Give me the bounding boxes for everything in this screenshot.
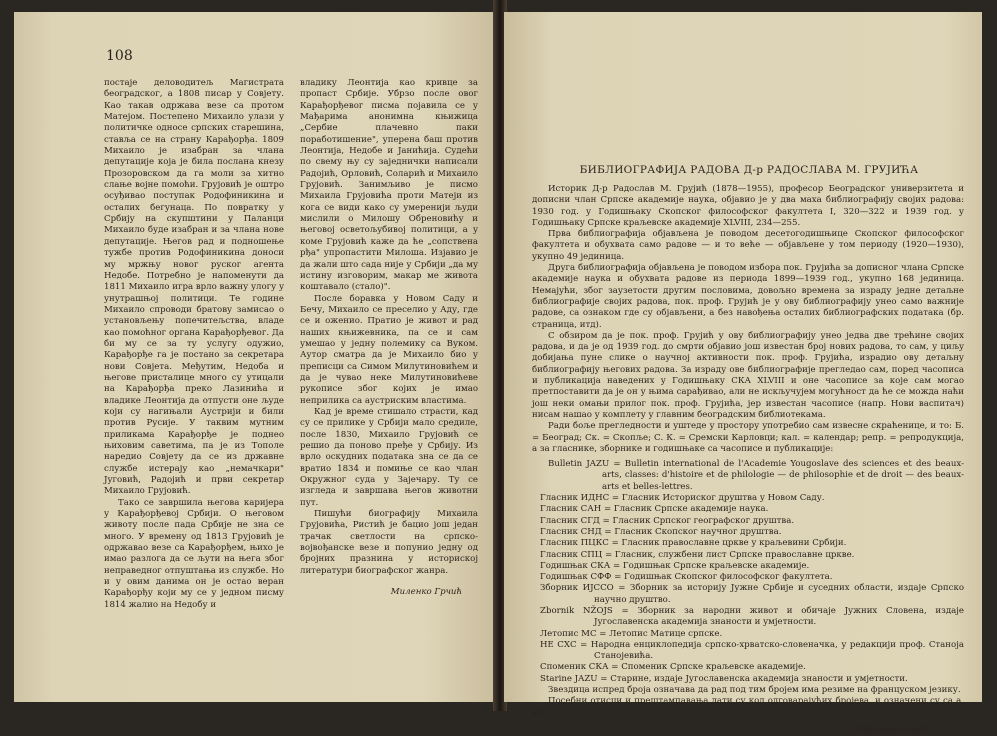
list-item: Гласник ИДНС = Гласник Историског друштва у Новом Саду.	[540, 493, 825, 504]
list-item: Starine JAZU = Старине, издаје Југославенска академија знаности и умјетности.	[540, 673, 908, 684]
paragraph: Звездица испред броја означава да рад под тим бројем има резиме на француском језику.	[548, 685, 961, 696]
paragraph: Историк Д-р Радослав М. Грујић (1878—1955), професор Београдског универзитета и дописни члан Српске академије наука, објавио је у два маха библиографију својих радова: 1930 год. у Годишњаку Скопског философског факултета I, 320—322 и 1939 год. у Годишњаку Српске краљевске академије XLVIII, 234—255.	[532, 184, 964, 228]
paragraph: Кад је време стишало страсти, кад су се прилике у Србији мало средиле, после 1830, Михаило Грујовић се решио да поново пређе у Србију. Из врло оскудних података зна се да се вратио 1834 и помиње се као члан Окружног суда у Зајечару. Ту се изгледа и завршава његов животни пут.	[300, 406, 478, 508]
article-title: БИБЛИОГРАФИЈА РАДОВА Д-р РАДОСЛАВА М. ГРУЈИЋА	[579, 164, 919, 176]
list-item: Годишњак СФФ = Годишњак Скопског философског факултета.	[540, 572, 833, 583]
paragraph: Прва библиографија објављена је поводом десетогодишњице Скопског философског факултета и обухвата само радове — и то веће — објављене у том периоду (1920—1930), укупно 49 јединица.	[532, 229, 964, 262]
article-body	[532, 184, 964, 736]
list-item: Летопис МС = Летопис Матице српске.	[540, 628, 723, 639]
author-signature: Миленко Грчић	[390, 587, 462, 598]
paragraph: После боравка у Новом Саду и Бечу, Михаило се преселио у Аду, где се и оженио. Пратио је живот и рад наших књижевника, па се и сам умешао у једну полемику са Вуком. Аутор сматра да је Михаило био у преписци са Симом Милутиновићем и да је чувао неке Милутиновићеве рукописе због којих је имао неприлика са аустриским властима.	[300, 293, 478, 406]
paragraph: Друга библиографија објављена је поводом избора пок. Грујића за дописног члана Српске академије наука и обухвата радове из периода 1899—1939 год., укупно 168 јединица. Немајући, због заузетости другим пословима, довољно времена за израду једне детаљне библиографије својих радова, пок. проф. Грујић је у ову библиографију унео само важније радове, са ознаком где су објављени, а без навођења осталих библиографских података (бр. страница, итд).	[532, 263, 964, 330]
author-signature: Љубомир Никић	[853, 724, 928, 735]
abbreviation-list	[532, 459, 964, 685]
list-item: Зборник ИЈССО = Зборник за историју Јужне Србије и суседних области, издаје Српско научно друштво.	[540, 583, 964, 605]
list-item: Zbornik NŽOJS = Зборник за народни живот и обичаје Јужних Словена, издаје Југославенска академија знаности и умјетности.	[540, 605, 964, 628]
left-column-2	[300, 78, 478, 598]
paragraph: Пишући биографију Михаила Грујовића, Ристић је бацио још један трачак светлости на српско-војвођанске везе и попунио једну од бројних празнина у историској литератури биографског жанра.	[300, 509, 478, 576]
left-page	[14, 12, 496, 702]
paragraph: Посебни отисци и прештампавања дати су код одговарајућих бројева, и означени су са а. и б.	[532, 696, 964, 718]
list-item: Гласник САН = Гласник Српске академије наука.	[540, 504, 769, 515]
paragraph: постаје деловодитељ Магистрата београдског, а 1808 писар у Совјету. Као такав одржава везе са протом Матејом. Постепено Михаило улази у политичке односе српских старешина, ставља се на страну Карађорђа. 1809 Михаило је изабран за члана депутације која је била послана кнезу Прозоровском да га моли за хитно слање војне помоћи. Грујовић је оштро осуђивао поступак Родофиникина и осталих бегунаца. По повратку у Србију на скупштини у Паланци Михаило буде изабран и за члана нове депутације. Његов рад и подношење тужбе против Родофиникина доноси му мржњу новог руског агента Недобе. Потребно је напоменути да 1811 Михаило игра врло важну улогу у унутрашњој политици. Те године Михаило спроводи братову замисао о установљењу попечитељства, владе као помоћног органа Карађорђевог. Да би му се за ту услугу одужио, Карађорђе га је постано за секретара нови Совјета. Међутим, Недоба и његове присталице много су утицали на Карађорђа преко Лазинића и владике Леонтија да отпусти оне људе који су нагињали Аустрији и били против Русије. У таквим мутним приликама Карађорђе је поднео њиховим саветима, па је из Тополе наредио Совјету да се из државне службе истерају као „немачкари" Југовић, Радојић и први секретар Михаило Грујовић.	[104, 78, 284, 497]
paragraph: Ради боље прегледности и уштеде у простору употребио сам извесне скраћенице, и то: Б. = Београд; Ск. = Скопље; С. К. = Сремски Карловци; кал. = календар; репр. = репродукција, а за гласнике, зборнике и годишњаке са часописе и публикације:	[532, 421, 964, 454]
paragraph: С обзиром да је пок. проф. Грујић у ову библиографију унео једва две трећине својих радова, и да је од 1939 год. до смрти објавио још известан број нових радова, то сам, у циљу добијања пуне слике о научној активности пок. проф. Грујића, израдио ову детаљну библиографију његових радова. За израду ове библиографије прегледао сам, поред часописа и публикација наведених у Годишњаку СКА XLVIII и оне часописе за које сам могао претпоставити да је он у њима сарађивао, али не искључујем могућност да ће се можда наћи још неки омањи прилог пок. проф. Грујића, јер известан часописе (напр. Нови васпитач) нисам нашао у комплету у главним београдским библиотекама.	[532, 330, 964, 420]
list-item: Bulletin JAZU = Bulletin international de l'Academie Yougoslave des sciences et des beaux-arts, classes: d'histoire et de philologie — de philosophie et de droit — des beaux-arts et belles-lettres.	[548, 459, 964, 492]
list-item: НЕ СХС = Народна енциклопедија српско-хрватско-словеначка, у редакцији проф. Станоја Станојевића.	[540, 639, 964, 662]
paragraph: владику Леонтија као кривце за пропаст Србије. Убрзо после овог Карађорђевог писма појавила се у Мађарима анонимна књижица „Сербие плачевно паки поработишение", уперена баш против Леонтија, Недобе и Јанићија. Судећи по свему њу су заједнички написали Радојић, Орловић, Соларић и Михаило Грујовић. Занимљиво је писмо Михаила Грујовића проти Матеји из кога се види како су умеренији људи мислили о Милошу Обреновићу и његовој осветољубивој политици, а у коме Грујовић каже да ће „сопствена рђа" упропастити Милоша. Изјавио је да жали што сада није у Србији „да му истину изговорим, макар ме живота коштавало (стало)".	[300, 78, 478, 293]
list-item: Гласник СГД = Гласник Српског географског друштва.	[540, 515, 795, 526]
list-item: Гласник СНД = Гласник Скопског научног друштва.	[540, 526, 782, 537]
page-number: 108	[106, 48, 133, 64]
right-page	[504, 12, 982, 735]
list-item: Гласник СПЦ = Гласник, службени лист Српске православне цркве.	[540, 549, 855, 560]
left-column-1	[104, 78, 284, 611]
list-item: Годишњак СКА = Годишњак Српске краљевске академије.	[540, 560, 810, 571]
list-item: Гласник ПЦКС = Гласник православне цркве у краљевини Србији.	[540, 538, 847, 549]
list-item: Споменик СКА = Споменик Српске краљевске академије.	[540, 662, 806, 673]
paragraph: Тако се завршила његова каријера у Карађорђевој Србији. О његовом животу после пада Србије не зна се много. У времену од 1813 Грујовић је одржавао везе са Карађорђем, њихо је имао разлога да се љути на њега због неправедног отпуштања из службе. Но и у овим данима он је остао веран Карађорђу који му се у једном писму 1814 жалио на Недобу и	[104, 497, 284, 610]
